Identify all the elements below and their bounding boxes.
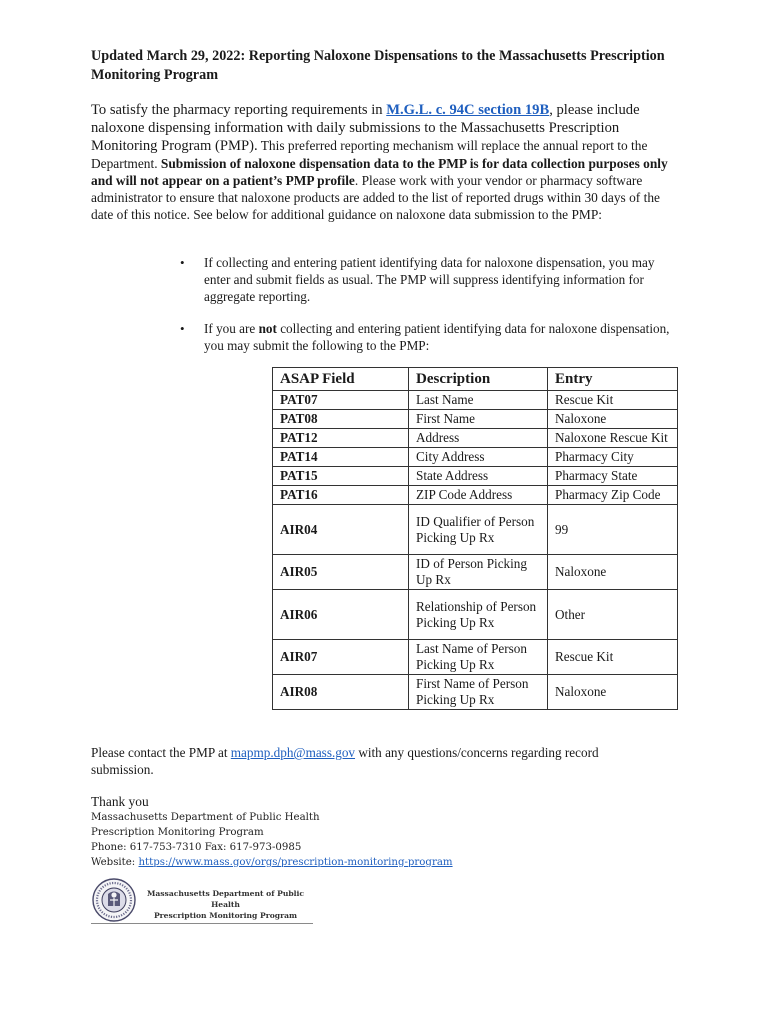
contact-email-link[interactable]: mapmp.dph@mass.gov xyxy=(230,745,356,760)
table-row xyxy=(273,486,678,505)
logo-divider xyxy=(91,923,313,924)
table-row xyxy=(273,640,678,675)
table-row xyxy=(273,555,678,590)
table-header-row xyxy=(273,368,678,391)
table-row xyxy=(273,675,678,710)
contact-text-start: Please contact the PMP at xyxy=(91,745,231,760)
signature-org: Massachusetts Department of Public Health xyxy=(91,812,320,823)
cell-entry: Pharmacy Zip Code xyxy=(548,486,678,505)
cell-entry: Naloxone xyxy=(548,555,678,590)
cell-field: AIR08 xyxy=(273,675,409,710)
intro-text-continued: , please include naloxone dispensing information with daily submissions to the Massachusetts Prescription Monitoring Program (PMP). xyxy=(91,102,640,154)
cell-description: Last Name xyxy=(409,391,548,410)
table-row xyxy=(273,391,678,410)
logo-line-2: Prescription Monitoring Program xyxy=(153,911,298,920)
intro-paragraph xyxy=(91,101,681,223)
signature-website xyxy=(91,855,453,870)
table-row xyxy=(273,590,678,640)
cell-entry: Rescue Kit xyxy=(548,640,678,675)
guidance-list xyxy=(178,254,678,369)
cell-field: PAT15 xyxy=(273,467,409,486)
cell-description: Relationship of Person Picking Up Rx xyxy=(409,590,548,640)
cell-description: ID of Person Picking Up Rx xyxy=(409,555,548,590)
contact-text-end: with any questions/concerns regarding record submission. xyxy=(91,745,599,777)
cell-entry: Rescue Kit xyxy=(548,391,678,410)
signature-block xyxy=(91,810,453,870)
header-asap-field: ASAP Field xyxy=(273,368,409,391)
bullet-text: If collecting and entering patient identifying data for naloxone dispensation, you may enter and submit fields as usual. The PMP will suppress identifying information for aggregate reporting. xyxy=(204,255,655,304)
intro-text-start: To satisfy the pharmacy reporting requirements in xyxy=(91,102,387,118)
bullet-text-end: collecting and entering patient identifying data for naloxone dispensation, you may submit the following to the PMP: xyxy=(204,321,670,353)
logo-line-1: Massachusetts Department of Public Health xyxy=(146,889,305,909)
page-title: Updated March 29, 2022: Reporting Naloxone Dispensations to the Massachusetts Prescription Monitoring Program xyxy=(91,48,665,83)
cell-entry: Naloxone Rescue Kit xyxy=(548,429,678,448)
website-link[interactable]: https://www.mass.gov/orgs/prescription-monitoring-program xyxy=(138,857,453,868)
cell-entry: Naloxone xyxy=(548,410,678,429)
table-row xyxy=(273,410,678,429)
cell-description: City Address xyxy=(409,448,548,467)
intro-bold-notice: Submission of naloxone dispensation data to the PMP is for data collection purposes only and will not appear on a patient’s PMP profile xyxy=(91,156,668,188)
cell-field: PAT14 xyxy=(273,448,409,467)
closing-thanks: Thank you xyxy=(91,794,149,809)
cell-field: AIR06 xyxy=(273,590,409,640)
contact-paragraph xyxy=(91,744,651,778)
asap-field-table xyxy=(272,367,678,710)
state-seal-icon xyxy=(93,879,135,921)
table-row xyxy=(273,448,678,467)
signature-phone: Phone: 617-753-7310 Fax: 617-973-0985 xyxy=(91,842,302,853)
cell-description: First Name of Person Picking Up Rx xyxy=(409,675,548,710)
bullet-icon: • xyxy=(180,255,185,270)
table-row xyxy=(273,467,678,486)
table-row xyxy=(273,429,678,448)
cell-entry: Other xyxy=(548,590,678,640)
cell-description: ID Qualifier of Person Picking Up Rx xyxy=(409,505,548,555)
cell-description: Address xyxy=(409,429,548,448)
table-row xyxy=(273,505,678,555)
intro-text-end: . Please work with your vendor or pharmacy software administrator to ensure that naloxone products are added to the list of reported drugs within 30 days of the date of this notice. See below for additional guidance on naloxone data submission to the PMP: xyxy=(91,173,660,222)
website-label: Website: xyxy=(91,857,139,868)
cell-field: PAT16 xyxy=(273,486,409,505)
law-link[interactable]: M.G.L. c. 94C section 19B xyxy=(386,102,550,118)
cell-field: AIR07 xyxy=(273,640,409,675)
cell-entry: Pharmacy State xyxy=(548,467,678,486)
cell-field: PAT12 xyxy=(273,429,409,448)
list-item xyxy=(178,320,678,354)
cell-entry: Pharmacy City xyxy=(548,448,678,467)
cell-description: First Name xyxy=(409,410,548,429)
bullet-icon: • xyxy=(180,321,185,336)
bullet-text-start: If you are xyxy=(204,321,259,336)
cell-field: AIR05 xyxy=(273,555,409,590)
cell-entry: Naloxone xyxy=(548,675,678,710)
bullet-emphasis: not xyxy=(258,321,277,336)
intro-preferred-text: This preferred reporting mechanism will replace the annual report to the Department. xyxy=(91,138,648,171)
cell-description: State Address xyxy=(409,467,548,486)
cell-description: ZIP Code Address xyxy=(409,486,548,505)
cell-field: AIR04 xyxy=(273,505,409,555)
cell-field: PAT08 xyxy=(273,410,409,429)
logo-caption xyxy=(138,888,313,921)
header-entry: Entry xyxy=(548,368,678,391)
list-item xyxy=(178,254,678,305)
cell-entry: 99 xyxy=(548,505,678,555)
cell-field: PAT07 xyxy=(273,391,409,410)
header-description: Description xyxy=(409,368,548,391)
cell-description: Last Name of Person Picking Up Rx xyxy=(409,640,548,675)
signature-program: Prescription Monitoring Program xyxy=(91,827,264,838)
